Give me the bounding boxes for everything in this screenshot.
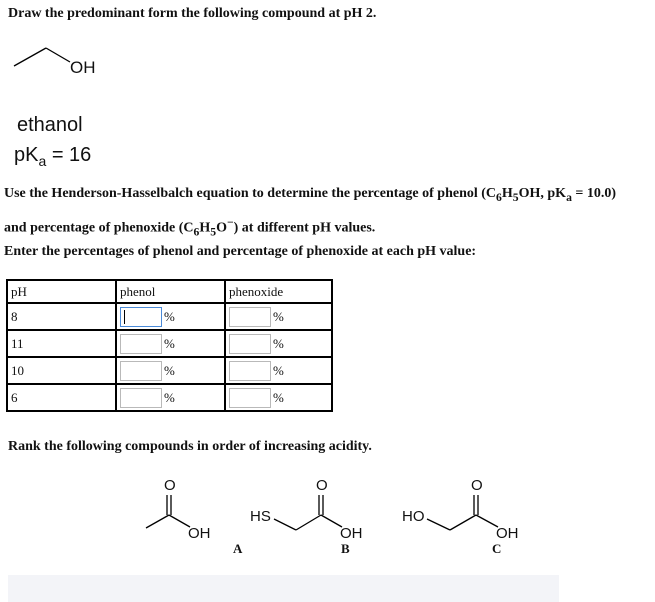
question1-prompt: Draw the predominant form the following compound at pH 2. — [8, 6, 377, 21]
compound-a-bond-oh — [169, 515, 190, 527]
compound-b-label: B — [341, 541, 350, 556]
compound-b-bond-oh — [321, 515, 342, 527]
question2-instruction: Enter the percentages of phenol and percentage of phenoxide at each pH value: — [4, 244, 477, 259]
ph-cell: 8 — [7, 303, 116, 330]
compound-c-bond-oh — [476, 515, 498, 527]
compound-a-oh: OH — [188, 525, 211, 542]
compound-c-oh: OH — [496, 525, 519, 542]
compound-a-bond-ch3 — [146, 515, 169, 528]
table-row — [7, 384, 332, 411]
compound-b-bond-2 — [296, 515, 321, 530]
phenoxide-input-ph10[interactable] — [229, 361, 271, 381]
percent-symbol: % — [164, 335, 175, 351]
compound-c-structure — [400, 470, 540, 560]
compound-c-bond-1 — [427, 519, 450, 530]
percent-symbol: % — [164, 308, 175, 324]
percent-symbol: % — [273, 389, 284, 405]
compound-c-substituent: HO — [402, 508, 425, 525]
percent-symbol: % — [273, 335, 284, 351]
ethanol-oh-label: OH — [70, 58, 96, 77]
pka-subscript: a — [38, 153, 47, 169]
table-row — [7, 357, 332, 384]
phenoxide-cell — [225, 357, 332, 384]
compound-b-structure — [248, 470, 388, 560]
compound-c-label: C — [492, 541, 502, 556]
header-phenoxide: phenoxide — [225, 280, 332, 303]
ph-cell: 11 — [7, 330, 116, 357]
phenoxide-input-ph8[interactable] — [229, 307, 271, 327]
phenol-input-ph8[interactable] — [120, 307, 162, 327]
pka-number: = 16 — [46, 144, 92, 166]
ranking-answer-area[interactable] — [8, 575, 559, 602]
table-row — [7, 330, 332, 357]
phenoxide-cell — [225, 384, 332, 411]
ph-cell: 6 — [7, 384, 116, 411]
compound-b-oh: OH — [340, 525, 363, 542]
compound-b-carbonyl-o: O — [316, 477, 328, 494]
compound-a-carbonyl-o: O — [164, 477, 176, 494]
percent-table — [6, 279, 333, 412]
phenol-input-ph11[interactable] — [120, 334, 162, 354]
phenoxide-input-ph11[interactable] — [229, 334, 271, 354]
phenoxide-cell — [225, 303, 332, 330]
text-caret — [124, 310, 125, 324]
compound-c-bond-2 — [450, 515, 476, 530]
ethanol-bond-1 — [14, 48, 46, 66]
ph-cell: 10 — [7, 357, 116, 384]
phenol-cell — [116, 303, 225, 330]
percent-symbol: % — [273, 308, 284, 324]
compound-b-bond-1 — [274, 519, 296, 530]
table-row — [7, 303, 332, 330]
percent-symbol: % — [164, 362, 175, 378]
compound-b-substituent: HS — [250, 508, 271, 525]
pka-value — [14, 144, 91, 169]
pka-prefix: pK — [14, 144, 39, 166]
header-ph: pH — [7, 280, 116, 303]
compound-a-label: A — [233, 541, 243, 556]
compound-a-structure — [140, 470, 250, 560]
ethanol-bond-2 — [46, 48, 70, 62]
phenol-cell — [116, 330, 225, 357]
header-phenol: phenol — [116, 280, 225, 303]
phenol-cell — [116, 357, 225, 384]
question3-prompt: Rank the following compounds in order of increasing acidity. — [8, 439, 372, 454]
phenol-input-ph6[interactable] — [120, 388, 162, 408]
compound-c-carbonyl-o: O — [471, 477, 483, 494]
question2-intro: Use the Henderson-Hasselbalch equation to determine the percentage of phenol ($C_6H_5OH$, $pK_a = 10.0$) and percentage of phenoxide $(C_6H_5O^-)$ at different pH values. — [4, 186, 617, 239]
ethanol-structure — [10, 44, 120, 84]
phenol-input-ph10[interactable] — [120, 361, 162, 381]
phenol-cell — [116, 384, 225, 411]
compound-name: ethanol — [17, 114, 83, 136]
percent-symbol: % — [164, 389, 175, 405]
phenoxide-cell — [225, 330, 332, 357]
phenoxide-input-ph6[interactable] — [229, 388, 271, 408]
percent-symbol: % — [273, 362, 284, 378]
table-header-row — [7, 280, 332, 303]
